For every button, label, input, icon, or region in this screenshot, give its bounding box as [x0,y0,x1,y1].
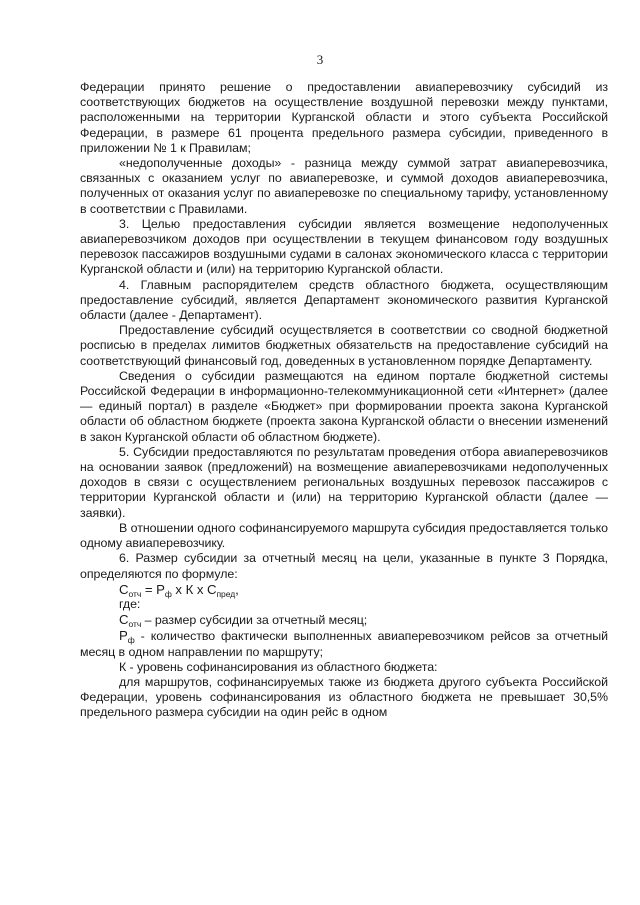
paragraph-budget-allocation: Предоставление субсидий осуществляется в соответствии со сводной бюджетной росписью в пределах лимитов бюджетных обязательств на предоставление субсидий на соответствующий финансовый год, доведенных в установленном порядке Департаменту. [80,323,608,368]
definition-r-f: $Р_ф$ - количество фактически выполненных авиаперевозчиком рейсов за отчетный месяц в одном направлении по маршруту; [80,628,608,659]
paragraph-item-4: 4. Главным распорядителем средств областного бюджета, осуществляющим предоставление субсидий, является Департамент экономического развития Курганской области (далее - Департамент). [80,277,608,323]
paragraph-item-6: 6. Размер субсидии за отчетный месяц на цели, указанные в пункте 3 Порядка, определяются по формуле: [80,551,608,581]
where-label: где: [119,596,141,611]
paragraph-single-carrier: В отношении одного софинансируемого маршрута субсидия предоставляется только одному авиаперевозчику. [80,520,608,551]
page-number: 3 [316,52,324,67]
definition-s-otch: $С_{отч}$ – размер субсидии за отчетный месяц; [119,612,368,630]
paragraph-cofinanced-routes: для маршрутов, софинансируемых также из бюджета другого субъекта Российской Федерации, уровень софинансирования из областного бюджета не превышает 30,5% предельного размера субсидии на один рейс в одном [80,674,608,720]
paragraph-item-5: 5. Субсидии предоставляются по результатам проведения отбора авиаперевозчиков на основании заявок (предложений) на возмещение авиаперевозчиками недополученных доходов в связи с осуществлением региональных воздушных перевозок пассажиров с территории Курганской области и (или) на территорию Курганской области (далее — заявки). [80,444,608,520]
paragraph-cofinancing-level: К - уровень софинансирования из областного бюджета: [119,659,438,674]
subsidy-formula: $С_{отч} = Р_ф$ х К х $С_{пред}$, [119,581,239,599]
paragraph-definition-lost-revenue: «недополученные доходы» - разница между суммой затрат авиаперевозчика, связанных с оказанием услуг по авиаперевозке, и суммой доходов авиаперевозчика, полученных от оказания услуг по авиаперевозке по специальному тарифу, установленному в соответствии с Правилами. [80,156,608,216]
paragraph-item-3: 3. Целью предоставления субсидии является возмещение недополученных авиаперевозчиком доходов при осуществлении в текущем финансовом году воздушных перевозок пассажиров воздушными судами в салонах экономического класса с территории Курганской области и (или) на территорию Курганской области. [80,216,608,277]
document-body [80,80,608,721]
paragraph-continuation: Федерации принято решение о предоставлении авиаперевозчику субсидий из соответствующих бюджетов на осуществление воздушной перевозки между пунктами, расположенными на территории Курганской области и этого субъекта Российской Федерации, в размере 61 процента предельного размера субсидии, приведенного в приложении № 1 к Правилам; [80,80,608,155]
paragraph-portal-info: Сведения о субсидии размещаются на едином портале бюджетной системы Российской Федерации в информационно-телекоммуникационной сети «Интернет» (далее — единый портал) в разделе «Бюджет» при формировании проекта закона Курганской области об областном бюджете (проекта закона Курганской области о внесении изменений в закон Курганской области об областном бюджете). [80,368,608,444]
